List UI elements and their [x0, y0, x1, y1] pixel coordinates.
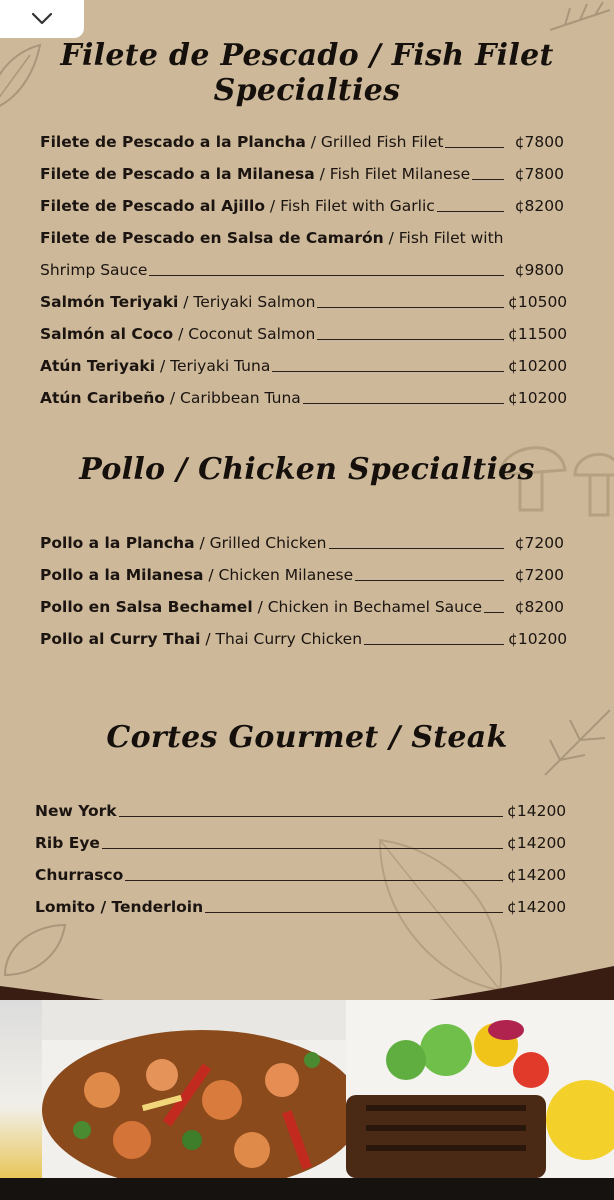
- item-name-en: Coconut Salmon: [188, 325, 316, 343]
- menu-item: Filete de Pescado al Ajillo / Fish Filet with Garlic ¢8200: [40, 197, 564, 215]
- menu-item: Salmón Teriyaki / Teriyaki Salmon ¢10500: [40, 293, 568, 311]
- shrimp-stirfry-image: [42, 1000, 346, 1178]
- item-name-es: Filete de Pescado al Ajillo: [40, 197, 265, 215]
- menu-item: Filete de Pescado a la Plancha / Grilled Fish Filet ¢7800: [40, 133, 564, 151]
- item-name-en: Thai Curry Chicken: [215, 630, 363, 648]
- menu-item: [35, 795, 567, 821]
- item-name-en-continuation: Shrimp Sauce: [40, 261, 148, 279]
- item-name-es: Filete de Pescado a la Milanesa: [40, 165, 315, 183]
- menu-item-continuation: [40, 254, 564, 280]
- food-photo-left: [0, 1000, 42, 1178]
- menu-item: Pollo a la Milanesa / Chicken Milanese ¢7200: [40, 566, 564, 584]
- item-price: ¢8200: [514, 197, 564, 215]
- item-price: ¢14200: [507, 866, 567, 884]
- menu-item: [35, 827, 567, 853]
- branch-decoration-icon: [545, 0, 614, 40]
- menu-item: Pollo a la Plancha / Grilled Chicken ¢7200: [40, 534, 564, 552]
- item-name-es: Pollo al Curry Thai: [40, 630, 201, 648]
- item-name-en: Teriyaki Tuna: [170, 357, 271, 375]
- item-price: ¢10500: [508, 293, 568, 311]
- item-name-en: Fish Filet with: [398, 229, 504, 247]
- menu-item: [35, 859, 567, 885]
- food-photo-shrimp: [42, 1000, 346, 1178]
- item-price: ¢7200: [514, 534, 564, 552]
- collapse-button[interactable]: [0, 0, 84, 38]
- chevron-down-icon: [31, 12, 53, 26]
- item-name-es: Salmón al Coco: [40, 325, 174, 343]
- menu-item: [35, 891, 567, 917]
- item-price: ¢7200: [514, 566, 564, 584]
- item-name-en: Fish Filet with Garlic: [280, 197, 435, 215]
- item-name-en: Teriyaki Salmon: [193, 293, 316, 311]
- item-price: ¢9800: [514, 261, 564, 279]
- item-price: ¢8200: [514, 598, 564, 616]
- menu-item: Atún Caribeño / Caribbean Tuna ¢10200: [40, 389, 568, 407]
- section-title-fish: Filete de Pescado / Fish Filet Specialties: [60, 38, 554, 108]
- item-name-en: Chicken in Bechamel Sauce: [267, 598, 483, 616]
- menu-item: Filete de Pescado a la Milanesa / Fish Filet Milanese ¢7800: [40, 165, 564, 183]
- item-price: ¢10200: [508, 357, 568, 375]
- section-title-chicken: Pollo / Chicken Specialties: [79, 452, 535, 487]
- item-name-es: Atún Caribeño: [40, 389, 165, 407]
- item-name-es: Churrasco: [35, 866, 124, 884]
- item-name-es: Atún Teriyaki: [40, 357, 156, 375]
- menu-item: Pollo al Curry Thai / Thai Curry Chicken ¢10200: [40, 630, 568, 648]
- item-price: ¢14200: [507, 802, 567, 820]
- menu-item: Atún Teriyaki / Teriyaki Tuna ¢10200: [40, 357, 568, 375]
- item-name-es: Pollo en Salsa Bechamel: [40, 598, 253, 616]
- bottom-bar: [0, 1178, 614, 1200]
- section-title-steak: Cortes Gourmet / Steak: [106, 720, 508, 755]
- item-name-en: Grilled Fish Filet: [320, 133, 444, 151]
- item-name-es: Filete de Pescado en Salsa de Camarón: [40, 229, 384, 247]
- item-name-es: New York: [35, 802, 117, 820]
- item-price: ¢14200: [507, 834, 567, 852]
- item-name-en: Caribbean Tuna: [180, 389, 301, 407]
- menu-item: Salmón al Coco / Coconut Salmon ¢11500: [40, 325, 568, 343]
- item-name-en: Fish Filet Milanese: [329, 165, 471, 183]
- item-price: ¢10200: [508, 389, 568, 407]
- item-name-en: Chicken Milanese: [218, 566, 354, 584]
- menu-item: Pollo en Salsa Bechamel / Chicken in Bechamel Sauce ¢8200: [40, 598, 564, 616]
- item-name-es: Rib Eye: [35, 834, 100, 852]
- grilled-chicken-image: [346, 1000, 614, 1178]
- item-name-en: Grilled Chicken: [209, 534, 327, 552]
- item-name-es: Pollo a la Plancha: [40, 534, 195, 552]
- item-price: ¢7800: [514, 165, 564, 183]
- item-price: ¢11500: [508, 325, 568, 343]
- item-price: ¢14200: [507, 898, 567, 916]
- food-photo-chicken: [346, 1000, 614, 1178]
- item-name-es: Pollo a la Milanesa: [40, 566, 204, 584]
- item-price: ¢7800: [514, 133, 564, 151]
- item-name-es: Filete de Pescado a la Plancha: [40, 133, 306, 151]
- menu-item: Filete de Pescado en Salsa de Camarón / Fish Filet with: [40, 229, 504, 247]
- item-name-es: Lomito / Tenderloin: [35, 898, 204, 916]
- item-price: ¢10200: [508, 630, 568, 648]
- item-name-es: Salmón Teriyaki: [40, 293, 179, 311]
